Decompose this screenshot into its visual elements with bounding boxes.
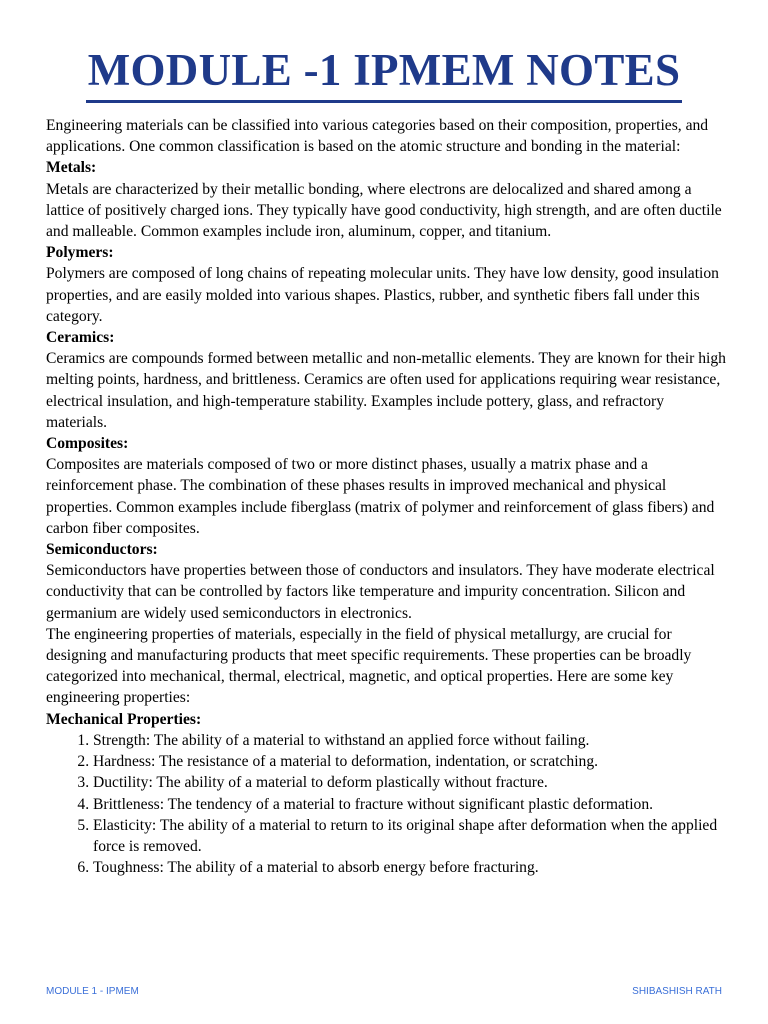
section-text-ceramics: Ceramics are compounds formed between metallic and non-metallic elements. They are known for their high melting points, hardness, and brittleness. Ceramics are often used for applications requiring wear resistance, electrical insulation, and high-temperature stability. Examples include pottery, glass, and refractory materials.	[46, 350, 726, 431]
mechanical-properties-list	[46, 730, 726, 878]
section-heading-semiconductors: Semiconductors:	[46, 541, 158, 559]
section-text-semiconductors: Semiconductors have properties between those of conductors and insulators. They have moderate electrical conductivity that can be controlled by factors like temperature and impurity concentration. Silicon and germanium are widely used semiconductors in electronics.	[46, 562, 715, 622]
intro-paragraph: Engineering materials can be classified into various categories based on their composition, properties, and applications. One common classification is based on the atomic structure and bonding in the material:	[46, 117, 709, 156]
list-item: 4. Brittleness: The tendency of a material to fracture without significant plastic deformation.	[93, 794, 726, 815]
list-item: 6. Toughness: The ability of a material to absorb energy before fracturing.	[93, 857, 726, 878]
section-heading-polymers: Polymers:	[46, 244, 114, 262]
document-body	[46, 115, 726, 878]
footer-left-text: MODULE 1 - IPMEM	[46, 986, 139, 997]
title-block	[0, 44, 768, 103]
page-title: MODULE -1 IPMEM NOTES	[86, 44, 683, 103]
section-text-composites: Composites are materials composed of two or more distinct phases, usually a matrix phase and a reinforcement phase. The combination of these phases results in improved mechanical and physical properties. Common examples include fiberglass (matrix of polymer and reinforcement of glass fibers) and carbon fiber composites.	[46, 456, 715, 537]
section-heading-composites: Composites:	[46, 435, 129, 453]
mechanical-properties-heading: Mechanical Properties:	[46, 710, 202, 728]
section-text-metals: Metals are characterized by their metallic bonding, where electrons are delocalized and shared among a lattice of positively charged ions. They typically have good conductivity, high strength, and are often ductile and malleable. Common examples include iron, aluminum, copper, and titanium.	[46, 180, 722, 241]
section-text-polymers: Polymers are composed of long chains of repeating molecular units. They have low density, good insulation properties, and are easily molded into various shapes. Plastics, rubber, and synthetic fibers fall under this category.	[46, 265, 719, 325]
list-item: 2. Hardness: The resistance of a material to deformation, indentation, or scratching.	[93, 751, 726, 772]
page-footer	[46, 986, 722, 997]
list-item: 5. Elasticity: The ability of a material to return to its original shape after deformation when the applied force is removed.	[93, 815, 726, 857]
footer-right-text: SHIBASHISH RATH	[632, 986, 722, 997]
properties-intro-paragraph: The engineering properties of materials, especially in the field of physical metallurgy, are crucial for designing and manufacturing products that meet specific requirements. These properties can be broadly categorized into mechanical, thermal, electrical, magnetic, and optical properties. Here are some key engineering properties:	[46, 625, 692, 707]
list-item: 3. Ductility: The ability of a material to deform plastically without fracture.	[93, 772, 726, 793]
section-heading-metals: Metals:	[46, 159, 97, 177]
section-heading-ceramics: Ceramics:	[46, 329, 115, 347]
list-item: 1. Strength: The ability of a material to withstand an applied force without failing.	[93, 730, 726, 751]
